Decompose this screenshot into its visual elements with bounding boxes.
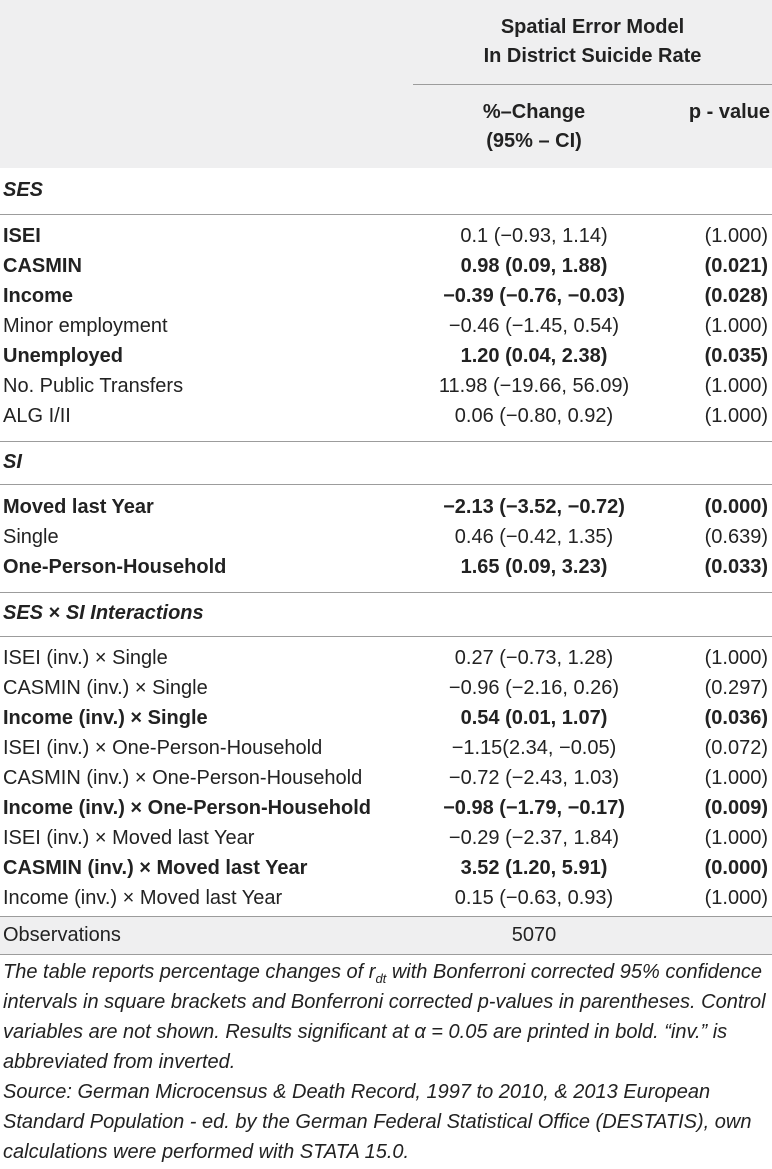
divider-ses xyxy=(0,214,772,215)
row-pvalue: (0.639) xyxy=(704,526,768,548)
row-label: Single xyxy=(3,526,59,548)
row-ci: 1.65 (0.09, 3.23) xyxy=(460,556,608,578)
row-label: CASMIN (inv.) × One-Person-Household xyxy=(3,767,363,789)
row-label: Income (inv.) × Single xyxy=(3,707,208,729)
row-ci: 0.98 (0.09, 1.88) xyxy=(460,255,608,277)
row-pvalue: (1.000) xyxy=(704,405,768,427)
row-ci: 0.54 (0.01, 1.07) xyxy=(460,707,608,729)
row-ci: 3.52 (1.20, 5.91) xyxy=(460,857,608,879)
section-interactions-ses: SES xyxy=(3,602,44,624)
row-pvalue: (1.000) xyxy=(704,827,768,849)
row-ci: 0.27 (−0.73, 1.28) xyxy=(454,647,614,669)
row-pvalue: (0.297) xyxy=(704,677,768,699)
divider-si-top xyxy=(0,441,772,442)
table-notes xyxy=(3,957,768,1167)
model-title-line1: Spatial Error Model xyxy=(500,16,685,38)
row-label: Minor employment xyxy=(3,315,168,337)
table-note-description xyxy=(3,957,768,1077)
row-pvalue: (0.021) xyxy=(704,255,768,277)
row-pvalue: (1.000) xyxy=(704,647,768,669)
row-pvalue: (0.036) xyxy=(704,707,768,729)
column-header-pvalue: p - value xyxy=(688,101,770,123)
row-label: CASMIN (inv.) × Single xyxy=(3,677,208,699)
section-interactions xyxy=(3,601,204,625)
observations-label: Observations xyxy=(3,924,121,946)
row-ci: 0.06 (−0.80, 0.92) xyxy=(454,405,614,427)
column-header-change-line1: %–Change xyxy=(482,101,586,123)
row-pvalue: (1.000) xyxy=(704,767,768,789)
row-pvalue: (0.009) xyxy=(704,797,768,819)
section-interactions-times: × xyxy=(43,602,66,624)
row-pvalue: (1.000) xyxy=(704,375,768,397)
row-label: Income xyxy=(3,285,74,307)
row-pvalue: (0.028) xyxy=(704,285,768,307)
column-header-change xyxy=(413,98,655,156)
row-label: ISEI xyxy=(3,225,41,247)
row-ci: −2.13 (−3.52, −0.72) xyxy=(443,496,625,518)
row-pvalue: (0.035) xyxy=(704,345,768,367)
row-label: ISEI (inv.) × Moved last Year xyxy=(3,827,255,849)
row-pvalue: (0.072) xyxy=(704,737,768,759)
row-pvalue: (0.000) xyxy=(704,496,768,518)
note-text-a: The table reports percentage changes of r xyxy=(3,961,376,983)
row-label: CASMIN (inv.) × Moved last Year xyxy=(3,857,308,879)
row-pvalue: (1.000) xyxy=(704,315,768,337)
row-ci: 1.20 (0.04, 2.38) xyxy=(460,345,608,367)
row-pvalue: (0.033) xyxy=(704,556,768,578)
divider-interactions-top xyxy=(0,592,772,593)
row-ci: −0.98 (−1.79, −0.17) xyxy=(443,797,625,819)
divider-notes xyxy=(0,954,772,955)
row-label: Unemployed xyxy=(3,345,124,367)
row-ci: −1.15(2.34, −0.05) xyxy=(451,737,617,759)
row-ci: 0.1 (−0.93, 1.14) xyxy=(460,225,608,247)
row-ci: −0.29 (−2.37, 1.84) xyxy=(448,827,620,849)
table-note-source: Source: German Microcensus & Death Record, 1997 to 2010, & 2013 European Standard Population - ed. by the German Federal Statistical Office (DESTATIS), own calculations were performed with STATA 15.0. xyxy=(3,1081,752,1163)
row-pvalue: (1.000) xyxy=(704,887,768,909)
row-ci: −0.72 (−2.43, 1.03) xyxy=(448,767,620,789)
model-title-line2: In District Suicide Rate xyxy=(483,45,702,67)
section-interactions-si: SI Interactions xyxy=(65,602,204,624)
divider-interactions xyxy=(0,636,772,637)
note-subscript: dt xyxy=(375,971,387,986)
row-label: One-Person-Household xyxy=(3,556,227,578)
row-ci: −0.39 (−0.76, −0.03) xyxy=(443,285,625,307)
section-ses: SES xyxy=(3,179,44,201)
row-label: ISEI (inv.) × Single xyxy=(3,647,168,669)
divider-si xyxy=(0,484,772,485)
row-pvalue: (1.000) xyxy=(704,225,768,247)
row-ci: −0.46 (−1.45, 0.54) xyxy=(448,315,620,337)
model-title xyxy=(413,13,772,71)
row-label: No. Public Transfers xyxy=(3,375,184,397)
row-ci: 0.46 (−0.42, 1.35) xyxy=(454,526,614,548)
row-label: ISEI (inv.) × One-Person-Household xyxy=(3,737,323,759)
header-divider xyxy=(413,84,772,85)
row-ci: 11.98 (−19.66, 56.09) xyxy=(438,375,630,397)
row-pvalue: (0.000) xyxy=(704,857,768,879)
row-label: CASMIN xyxy=(3,255,82,277)
column-header-change-line2: (95% – CI) xyxy=(486,130,582,152)
divider-observations xyxy=(0,916,772,917)
row-label: Moved last Year xyxy=(3,496,154,518)
row-label: ALG I/II xyxy=(3,405,71,427)
row-ci: 0.15 (−0.63, 0.93) xyxy=(454,887,614,909)
note-text-b: with Bonferroni corrected 95% confidence intervals in square brackets and Bonferroni corrected p-values in parentheses. Control variables are not shown. Results significant at α = 0.05 are printed in bold. “inv.” is abbreviated from inverted. xyxy=(3,961,766,1073)
section-si: SI xyxy=(3,451,22,473)
row-ci: −0.96 (−2.16, 0.26) xyxy=(448,677,620,699)
row-label: Income (inv.) × One-Person-Household xyxy=(3,797,372,819)
row-label: Income (inv.) × Moved last Year xyxy=(3,887,283,909)
observations-value: 5070 xyxy=(511,924,557,946)
